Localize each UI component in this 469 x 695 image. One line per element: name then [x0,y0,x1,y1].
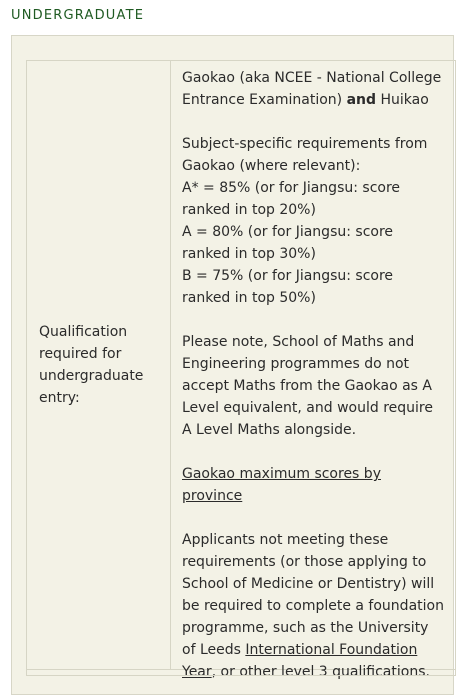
foundation-paragraph [182,529,445,683]
requirements-panel [11,35,454,695]
next-row [26,668,456,676]
exam-text: Gaokao (aka NCEE - National College Entrance Examination) [182,70,442,108]
province-link-paragraph [182,463,445,507]
section-heading: UNDERGRADUATE [11,8,145,23]
grade-a-star: A* = 85% (or for Jiangsu: score ranked in top 20%) [182,180,401,218]
qualification-label: Qualification required for undergraduate entry: [39,324,144,406]
details-cell [171,61,455,680]
maths-note: Please note, School of Maths and Engineering programmes do not accept Maths from the Gaokao as A Level equivalent, and would require A Level Maths alongside. [182,334,433,438]
foundation-tail: , or other level 3 qualifications. [211,664,430,680]
grade-a: A = 80% (or for Jiangsu: score ranked in top 30%) [182,224,394,262]
exam-and: and [346,92,377,108]
subject-requirements [182,133,445,309]
subject-intro: Subject-specific requirements from Gaokao (where relevant): [182,136,428,174]
gaokao-max-scores-link[interactable]: Gaokao maximum scores by province [182,466,381,504]
exam-suffix: Huikao [380,92,429,108]
foundation-text: Applicants not meeting these requirements (or those applying to School of Medicine or Dentistry) will be required to complete a foundation programme, such as the University of Leeds [182,532,444,658]
requirements-table [26,60,456,680]
international-foundation-year-link[interactable]: International Foundation Year [182,642,418,680]
grade-b: B = 75% (or for Jiangsu: score ranked in top 50%) [182,268,394,306]
label-cell [27,61,171,669]
exam-paragraph [182,67,445,111]
